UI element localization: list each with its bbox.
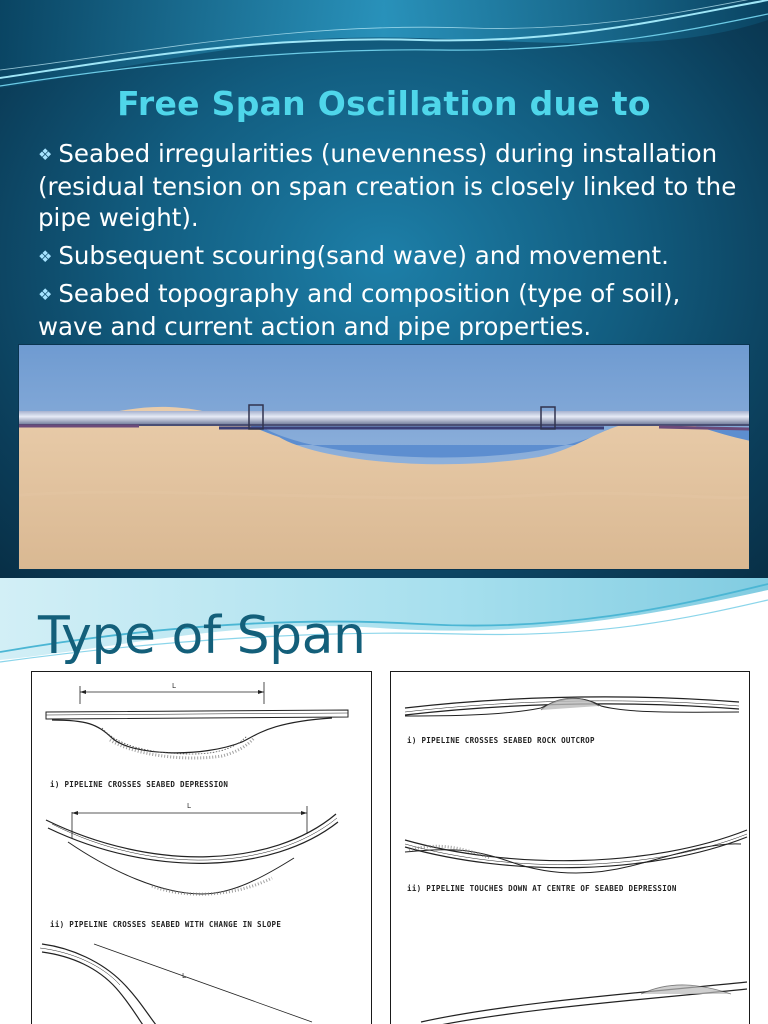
decorative-wave-header xyxy=(0,0,768,95)
bullet-text: Seabed topography and composition (type of soil), wave and current action and pipe properties. xyxy=(38,279,681,341)
bullet-item xyxy=(38,138,750,234)
diamond-bullet-icon: ❖ xyxy=(38,285,53,304)
diagram-caption: i) PIPELINE CROSSES SEABED ROCK OUTCROP xyxy=(407,736,595,745)
slide-type-of-span xyxy=(0,578,768,1024)
span-length-label: L xyxy=(172,682,176,690)
bullet-item xyxy=(38,240,750,273)
slide-title: Type of Span xyxy=(38,606,366,666)
span-types-diagram-right xyxy=(390,671,750,1024)
span-diagram-drawings xyxy=(32,672,372,1024)
diagram-caption: ii) PIPELINE CROSSES SEABED WITH CHANGE IN SLOPE xyxy=(50,920,282,929)
diamond-bullet-icon: ❖ xyxy=(38,145,53,164)
diagram-caption: i) PIPELINE CROSSES SEABED DEPRESSION xyxy=(50,780,229,789)
span-types-diagram-left xyxy=(31,671,372,1024)
bullet-list xyxy=(38,138,750,348)
diagram-caption: ii) PIPELINE TOUCHES DOWN AT CENTRE OF SEABED DEPRESSION xyxy=(407,884,677,893)
bullet-item xyxy=(38,278,750,342)
slide-title: Free Span Oscillation due to xyxy=(117,84,651,123)
free-span-seabed-image xyxy=(18,344,750,570)
bullet-text: Subsequent scouring(sand wave) and movement. xyxy=(58,240,669,270)
span-diagram-drawings xyxy=(391,672,750,1024)
diamond-bullet-icon: ❖ xyxy=(38,246,53,266)
span-length-label: L xyxy=(187,802,191,810)
bullet-text: Seabed irregularities (unevenness) during installation (residual tension on span creation is closely linked to the pipe weight). xyxy=(38,139,737,232)
span-length-label: L xyxy=(182,972,186,980)
